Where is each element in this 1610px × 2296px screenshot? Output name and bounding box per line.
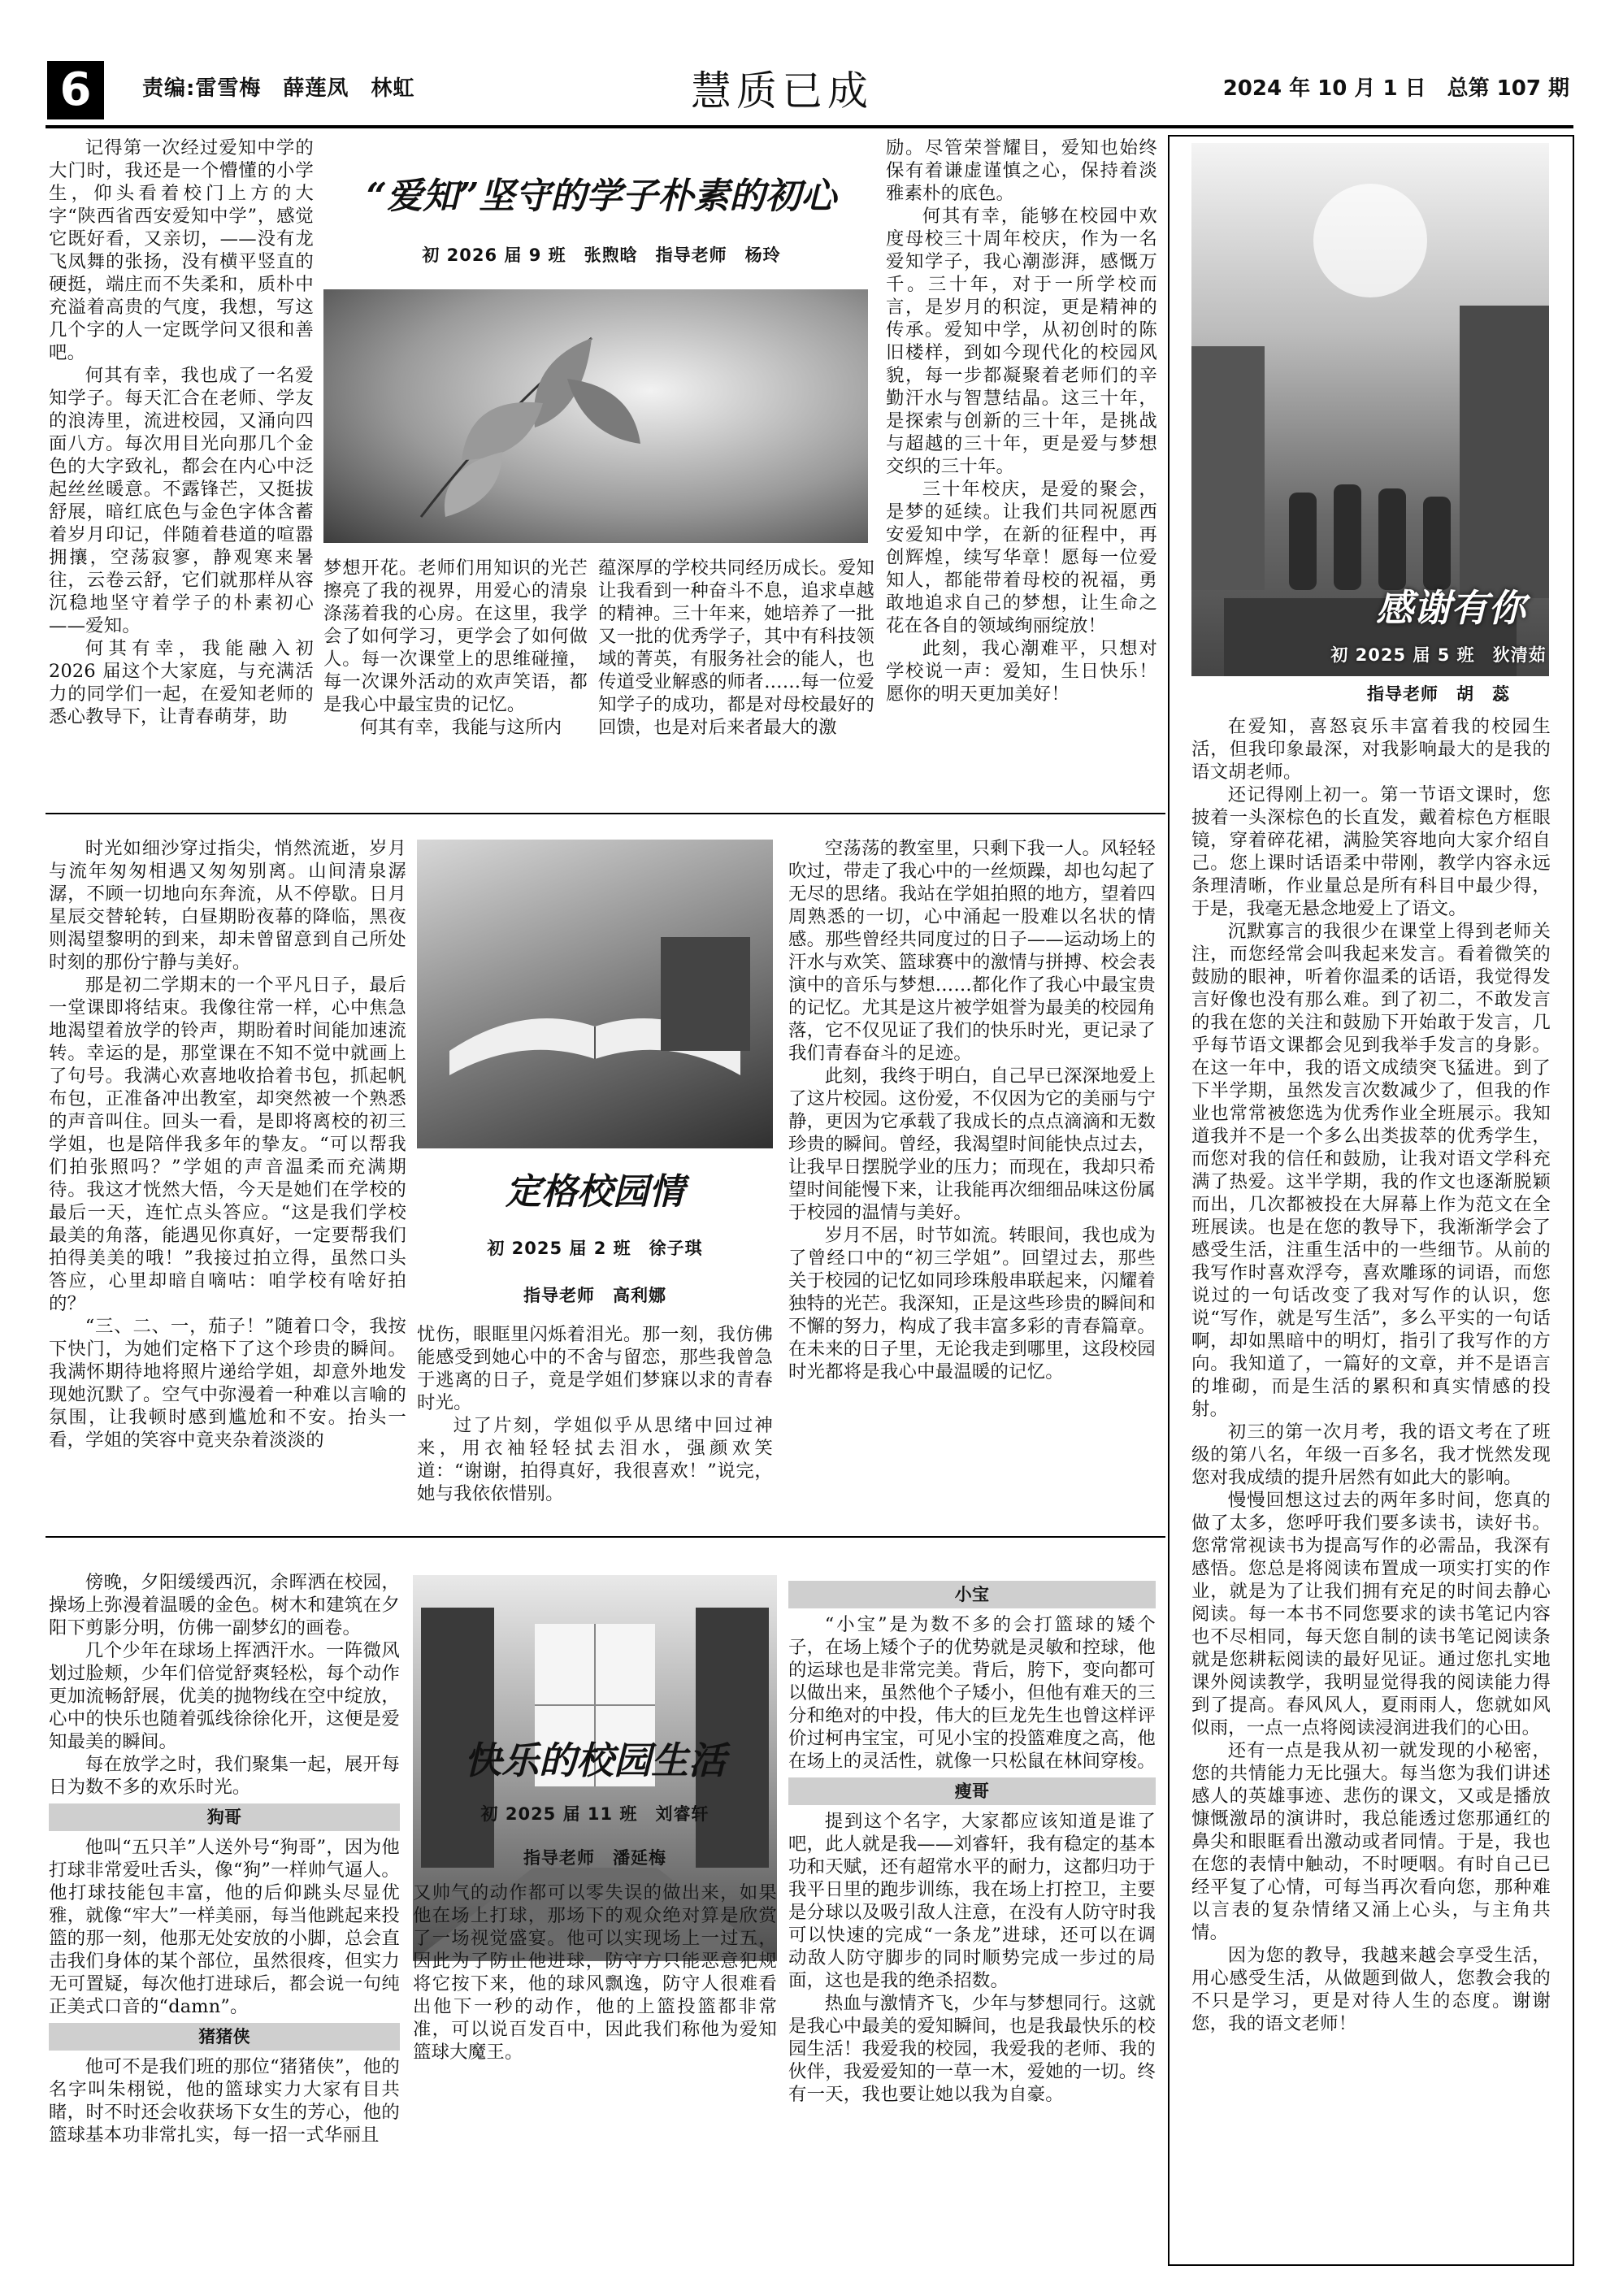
leaf-icon xyxy=(323,289,868,543)
paragraph: 时光如细沙穿过指尖，悄然流逝，岁月与流年匆匆相遇又匆匆别离。山间清泉潺潺，不顾一切地向东奔流，从不停歇。日月星辰交替轮转，白昼期盼夜幕的降临，黑夜则渴望黎明的到来，却未曾留意到自己所处时刻的那份宁静与美好。 xyxy=(49,838,406,973)
paragraph: 还记得刚上初一。第一节语文课时，您披着一头深棕色的长直发，戴着棕色方框眼镜，穿着碎花裙，满脸笑容地向大家介绍自己。您上课时话语柔中带刚，教学内容永远条理清晰，作业量总是所有科目中最少得，于是，我毫无悬念地爱上了语文。 xyxy=(1191,784,1551,919)
section-divider xyxy=(46,1536,1165,1538)
article3-byline2: 指导老师 高利娜 xyxy=(523,1286,666,1305)
paragraph: 记得第一次经过爱知中学的大门时，我还是一个懵懂的小学生，仰头看着校门上方的大字“陕西省西安爱知中学”，感觉它既好看，又亲切，——没有龙飞凤舞的张扬，没有横平竖直的硬挺，端庄而不失柔和，质朴中充溢着高贵的气度，我想，写这几个字的人一定既学问又很和善吧。 xyxy=(49,137,314,363)
article2-byline2: 指导老师 胡 蕊 xyxy=(1367,684,1510,704)
header-rule xyxy=(46,125,1573,128)
article3-byline1: 初 2025 届 2 班 徐子琪 xyxy=(487,1239,703,1258)
article1-byline: 初 2026 届 9 班 张煦晗 指导老师 杨玲 xyxy=(422,245,781,265)
paragraph: 何其有幸，能够在校园中欢度母校三十周年校庆，作为一名爱知学子，我心潮澎湃，感慨万千。三十年，对于一所学校而言，是岁月的积淀，更是精神的传承。爱知中学，从初创时的陈旧楼样，到如今现代化的校园风貌，每一步都凝聚着老师们的辛勤汗水与智慧结晶。这三十年，是探索与创新的三十年，是挑战与超越的三十年，更是爱与梦想交织的三十年。 xyxy=(886,206,1157,477)
paragraph: 在爱知，喜怒哀乐丰富着我的校园生活，但我印象最深，对我影响最大的是我的语文胡老师。 xyxy=(1191,716,1551,783)
paragraph: 梦想开花。老师们用知识的光芒擦亮了我的视界，用爱心的清泉涤荡着我的心房。在这里，我学会了如何学习，更学会了如何做人。每一次课堂上的思维碰撞，每一次课外活动的欢声笑语，都是我心中最宝贵的记忆。 xyxy=(323,558,588,715)
paragraph: 因为您的教导，我越来越会享受生活，用心感受生活，从做题到做人，您教会我的不只是学习，更是对待人生的态度。谢谢您，我的语文老师！ xyxy=(1191,1945,1551,2034)
subheading-xiaobao: 小宝 xyxy=(788,1581,1156,1608)
paragraph: “小宝”是为数不多的会打篮球的矮个子，在场上矮个子的优势就是灵敏和控球，他的运球也是非常完美。背后，胯下，变向都可以做出来，虽然他个子矮小，但他有难天的三分和绝对的中投，伟大的巨龙先生也曾这样评价过柯冉宝宝，可见小宝的投篮难度之高，他在场上的灵活性，就像一只松鼠在林间穿梭。 xyxy=(788,1614,1156,1772)
paragraph: 空荡荡的教室里，只剩下我一人。风轻轻吹过，带走了我心中的一丝烦躁，却也勾起了无尽的思绪。我站在学姐拍照的地方，望着四周熟悉的一切，心中涌起一股难以名状的情感。那些曾经共同度过的日子——运动场上的汗水与欢笑、篮球赛中的激情与拼搏、校会表演中的音乐与梦想……都化作了我心中最宝贵的记忆。尤其是这片被学姐誉为最美的校园角落，它不仅见证了我们的快乐时光，更记录了我们青春奋斗的足迹。 xyxy=(788,838,1156,1064)
paragraph: 何其有幸，我也成了一名爱知学子。每天汇合在老师、学友的浪涛里，流进校园，又涌向四面八方。每次用目光向那几个金色的大字致礼，都会在内心中泛起丝丝暖意。不露锋芒，又挺拔舒展，暗红底色与金色字体含蓄着岁月印记，伴随着巷道的喧嚣拥攘，空荡寂寥，静观寒来暑往，云卷云舒，它们就那样从容沉稳地坚守着学子的朴素初心——爱知。 xyxy=(49,365,314,636)
article3-col3 xyxy=(788,837,1156,1524)
article1-col2 xyxy=(323,557,588,796)
paragraph: 他叫“五只羊”人送外号“狗哥”，因为他打球非常爱吐舌头，像“狗”一样帅气逼人。他打球技能包丰富，他的后仰跳头尽显优雅，就像“牢大”一样美丽，每当他跳起来投篮的那一刻，他那无处安放的小脚，总会直击我们身体的某个部位，虽然很疼，但实力无可置疑，每次他打进球后，都会说一句纯正美式口音的“damn”。 xyxy=(49,1837,400,2017)
article1-col3 xyxy=(598,557,874,796)
paragraph: 热血与激情齐飞，少年与梦想同行。这就是我心中最美的爱知瞬间，也是我最快乐的校园生活！我爱我的校园，我爱我的老师、我的伙伴，我爱爱知的一草一木，爱她的一切。终有一天，我也要让她以我为自豪。 xyxy=(788,1993,1156,2105)
paragraph: 还有一点是我从初一就发现的小秘密，您的共情能力无比强大。每当您为我们讲述感人的英雄事迹、悲伤的课文，又或是播放慷慨激昂的演讲时，我总能透过您那通红的鼻尖和眼眶看出激动或者同情。于是，我也在您的表情中触动，不时哽咽。有时自己已经平复了心情，可每当再次看向您，那种难以言表的复杂情绪又涌上心头，与主角共情。 xyxy=(1191,1740,1551,1943)
paragraph: 励。尽管荣誉耀目，爱知也始终保有着谦虚谨慎之心，保持着淡雅素朴的底色。 xyxy=(886,137,1157,204)
paragraph: 傍晚，夕阳缓缓西沉，余晖洒在校园，操场上弥漫着温暖的金色。树木和建筑在夕阳下剪影分明，仿佛一副梦幻的画卷。 xyxy=(49,1572,400,1638)
article4-col1 xyxy=(49,1571,400,2262)
subheading-zhuzhuxia: 猪猪侠 xyxy=(49,2023,400,2051)
paragraph: 几个少年在球场上挥洒汗水。一阵微风划过脸颊，少年们倍觉舒爽轻松，每个动作更加流畅舒展，优美的抛物线在空中绽放，心中的快乐也随着弧线徐徐化开，这便是爱知最美的瞬间。 xyxy=(49,1640,400,1752)
section-divider xyxy=(46,813,1165,814)
article1-title: “爱知”坚守的学子朴素的初心 xyxy=(366,176,837,217)
paragraph: 又帅气的动作都可以零失误的做出来，如果他在场上打球，那场下的观众绝对算是欣赏了一场视觉盛宴。他可以实现场上一过五，因此为了防止他进球，防守方只能恶意犯规将它按下来，他的球风飘逸，防守人很难看出他下一秒的动作，他的上篮投篮都非常准，可以说百发百中，因此我们称他为爱知篮球大魔王。 xyxy=(413,1882,777,2063)
article2-body xyxy=(1191,715,1551,2255)
leaf-photo xyxy=(323,289,868,543)
date-issue: 2024 年 10 月 1 日 总第 107 期 xyxy=(1222,76,1569,101)
article4-title: 快乐的校园生活 xyxy=(464,1738,726,1782)
paragraph: 三十年校庆，是爱的聚会，是梦的延续。让我们共同祝愿西安爱知中学，在新的征程中，再创辉煌，续写华章！愿每一位爱知人，都能带着母校的祝福，勇敢地追求自己的梦想，让生命之花在各自的领域绚丽绽放！ xyxy=(886,479,1157,636)
page-number: 6 xyxy=(47,61,104,119)
article1-col1 xyxy=(49,137,314,796)
paragraph: 他可不是我们班的那位“猪猪侠”，他的名字叫朱栩锐，他的篮球实力大家有目共睹，时不时还会收获场下女生的芳心，他的篮球基本功非常扎实，每一招一式华丽且 xyxy=(49,2056,400,2146)
editors: 责编:雷雪梅 薛莲凤 林虹 xyxy=(142,76,415,101)
paragraph: 何其有幸，我能融入初 2026 届这个大家庭，与充满活力的同学们一起，在爱知老师的悉心教导下，让青春萌芽，助 xyxy=(49,638,314,727)
open-book-icon xyxy=(417,840,773,1148)
subheading-shouge: 瘦哥 xyxy=(788,1777,1156,1805)
article3-title: 定格校园情 xyxy=(506,1171,684,1213)
book-photo xyxy=(417,840,773,1148)
article4-byline2: 指导老师 潘延梅 xyxy=(523,1848,666,1868)
paragraph: 那是初二学期末的一个平凡日子，最后一堂课即将结束。我像往常一样，心中焦急地渴望着放学的铃声，期盼着时间能加速流转。幸运的是，那堂课在不知不觉中就画上了句号。我满心欢喜地收拾着书包，抓起帆布包，正准备冲出教室，却突然被一个熟悉的声音叫住。回头一看，是即将离校的初三学姐，也是陪伴我多年的挚友。“可以帮我们拍张照吗？”学姐的声音温柔而充满期待。我这才恍然大悟，今天是她们在学校的最后一天，连忙点头答应。“这是我们学校最美的角落，能遇见你真好，一定要帮我们拍得美美的哦！”我接过拍立得，虽然口头答应，心里却暗自嘀咕：咱学校有啥好拍的？ xyxy=(49,974,406,1314)
article4-byline1: 初 2025 届 11 班 刘睿轩 xyxy=(480,1804,710,1824)
paragraph: 慢慢回想这过去的两年多时间，您真的做了太多，您呼吁我们要多读书，读好书。您常常视读书为提高写作的必需品，我深有感悟。您总是将阅读布置成一项实打实的作业，就是为了让我们拥有充足的时间去静心阅读。每一本书不同您要求的读书笔记内容也不尽相同，每天您自制的读书笔记阅读条就是您耕耘阅读的最好见证。通过您扎实地课外阅读教学，我明显觉得我的阅读能力得到了提高。春风风人，夏雨雨人，您就如风似雨，一点一点将阅读浸润进我们的心田。 xyxy=(1191,1490,1551,1738)
paragraph: 过了片刻，学姐似乎从思绪中回过神来，用衣袖轻轻拭去泪水，强颜欢笑道：“谢谢，拍得真好，我很喜欢！”说完，她与我依依惜别。 xyxy=(417,1415,773,1504)
paragraph: 岁月不居，时节如流。转眼间，我也成为了曾经口中的“初三学姐”。回望过去，那些关于校园的记忆如同珍珠般串联起来，闪耀着独特的光芒。我深知，正是这些珍贵的瞬间和不懈的努力，构成了我丰富多彩的青春篇章。在未来的日子里，无论我走到哪里，这段校园时光都将是我心中最温暖的记忆。 xyxy=(788,1225,1156,1382)
paragraph: “三、二、一，茄子！”随着口令，我按下快门，为她们定格下了这个珍贵的瞬间。我满怀期待地将照片递给学姐，却意外地发现她沉默了。空气中弥漫着一种难以言喻的氛围，让我顿时感到尴尬和不安。抬头一看，学姐的笑容中竟夹杂着淡淡的 xyxy=(49,1316,406,1451)
paragraph: 蕴深厚的学校共同经历成长。爱知让我看到一种奋斗不息，追求卓越的精神。三十年来，她培养了一批又一批的优秀学子，其中有科技领域的菁英，有服务社会的能人，也传道受业解惑的师者……每一位爱知学子的成功，都是对母校最好的回馈，也是对后来者最大的激 xyxy=(598,558,874,738)
paragraph: 何其有幸，我能与这所内 xyxy=(359,717,562,738)
article3-col2 xyxy=(417,1323,773,1522)
paragraph: 初三的第一次月考，我的语文考在了班级的第八名，年级一百多名，我才恍然发现您对我成绩的提升居然有如此大的影响。 xyxy=(1191,1421,1551,1488)
subheading-gouge: 狗哥 xyxy=(49,1803,400,1831)
paragraph: 此刻，我心潮难平，只想对学校说一声：爱知，生日快乐！愿你的明天更加美好！ xyxy=(886,638,1157,705)
paragraph: 此刻，我终于明白，自己早已深深地爱上了这片校园。这份爱，不仅因为它的美丽与宁静，更因为它承载了我成长的点点滴滴和无数珍贵的瞬间。曾经，我渴望时间能快点过去，让我早日摆脱学业的压力；而现在，我却只希望时间能慢下来，让我能再次细细品味这份属于校园的温情与美好。 xyxy=(788,1066,1156,1223)
section-title: 慧质已成 xyxy=(691,67,873,115)
article2-title: 感谢有你 xyxy=(1376,586,1525,630)
article4-col3 xyxy=(788,1581,1156,2262)
article3-col1 xyxy=(49,837,406,1524)
paragraph: 每在放学之时，我们聚集一起，展开每日为数不多的欢乐时光。 xyxy=(49,1754,400,1798)
article4-col2 xyxy=(413,1882,777,2262)
paragraph: 提到这个名字，大家都应该知道是谁了吧，此人就是我——刘睿轩，我有稳定的基本功和天赋，还有超常水平的耐力，这都归功于我平日里的跑步训练，我在场上打控卫，主要是分球以及吸引敌人注意，在没有人防守时我可以快速的完成“一条龙”进球，还可以在调动敌人防守脚步的同时顺势完成一步过的局面，这也是我的绝杀招数。 xyxy=(788,1811,1156,1991)
article2-byline1: 初 2025 届 5 班 狄清茹 xyxy=(1330,645,1547,665)
paragraph: 忧伤，眼眶里闪烁着泪光。那一刻，我仿佛能感受到她心中的不舍与留恋，那些我曾急于逃离的日子，竟是学姐们梦寐以求的青春时光。 xyxy=(417,1324,773,1413)
article1-col4 xyxy=(886,137,1157,796)
paragraph: 沉默寡言的我很少在课堂上得到老师关注，而您经常会叫我起来发言。看着微笑的鼓励的眼神，听着你温柔的话语，我觉得发言好像也没有那么难。到了初二，不敢发言的我在您的关注和鼓励下开始敢于发言，几乎每节语文课都会见到我举手发言的身影。在这一年中，我的语文成绩突飞猛进。到了下半学期，虽然发言次数减少了，但我的作业也常常被您选为优秀作业全班展示。我知道我并不是一个多么出类拔萃的优秀学生，而您对我的信任和鼓励，让我对语文学科充满了热爱。这半学期，我的作文也逐渐脱颖而出，几次都被投在大屏幕上作为范文在全班展读。也是在您的教导下，我渐渐学会了感受生活，注重生活中的一些细节。从前的我写作时喜欢浮夸，喜欢雕琢的词语，而您说过的一句话改变了我对写作的认识，您说“写作，就是写生活”，多么平实的一句话啊，却如黑暗中的明灯，指引了我写作的方向。我知道了，一篇好的文章，并不是语言的堆砌，而是生活的累积和真实情感的投射。 xyxy=(1191,921,1551,1420)
